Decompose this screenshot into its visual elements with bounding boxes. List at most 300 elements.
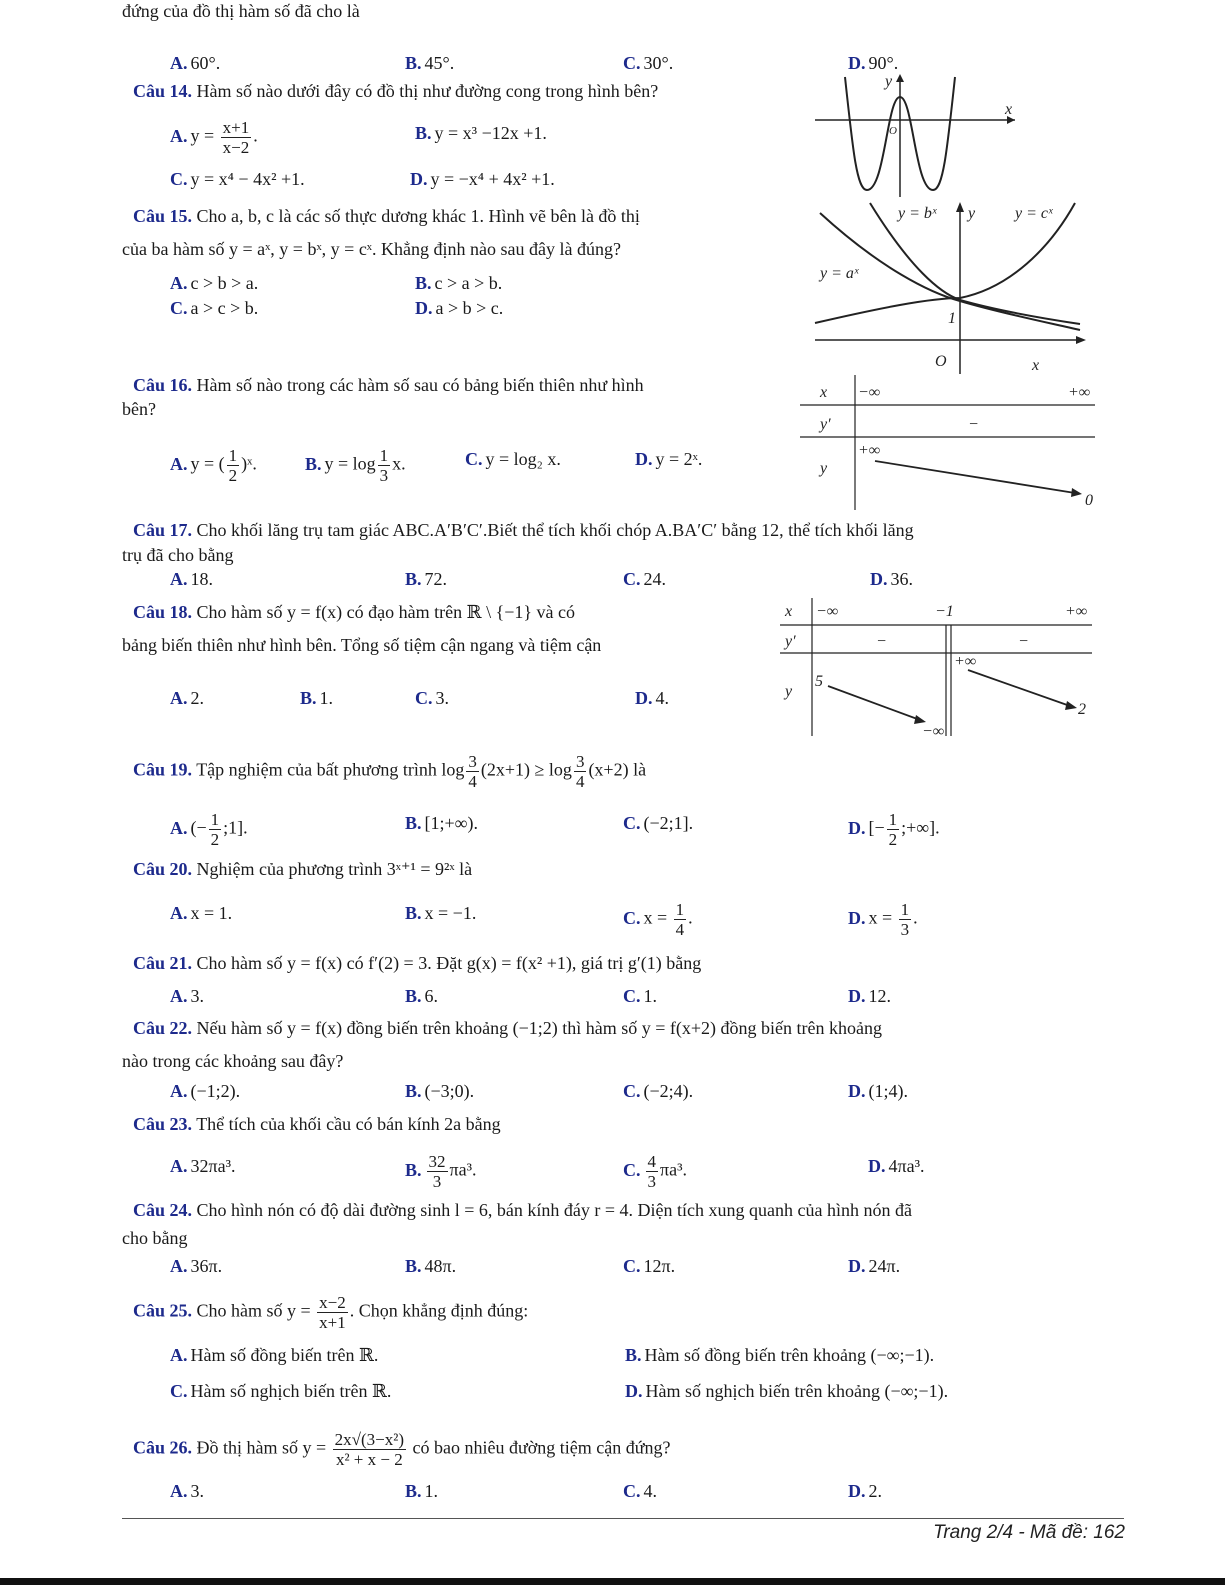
answer-option-d[interactable] xyxy=(848,985,891,1007)
text-segment: y = x⁴ − 4x² +1. xyxy=(190,169,305,189)
text-segment: a > b > c. xyxy=(435,298,504,318)
answer-option-d[interactable] xyxy=(848,900,918,939)
answer-option-a[interactable] xyxy=(170,810,248,849)
option-letter: A. xyxy=(170,903,188,923)
text-segment: Cho hình nón có độ dài đường sinh l = 6, bán kính đáy r = 4. Diện tích xung quanh của hình nón đã xyxy=(192,1200,912,1220)
text-segment: của ba hàm số y = aˣ, y = bˣ, y = cˣ. Khẳng định nào sau đây là đúng? xyxy=(122,239,621,259)
page-bottom-edge xyxy=(0,1578,1225,1585)
option-letter: B. xyxy=(405,903,422,923)
x-row-label: x xyxy=(785,603,793,620)
variation-table-16 xyxy=(800,375,1100,515)
answer-option-d[interactable] xyxy=(410,168,555,190)
graph-question-15 xyxy=(810,198,1095,378)
answer-option-d[interactable] xyxy=(848,1080,908,1102)
option-letter: B. xyxy=(405,986,422,1006)
question-stem-line xyxy=(133,1017,882,1039)
numerator: 32 xyxy=(428,1152,446,1171)
text-segment: (−2;1]. xyxy=(643,813,694,833)
text-segment: Hàm số nghịch biến trên ℝ. xyxy=(190,1381,392,1401)
option-letter: B. xyxy=(305,453,322,474)
x-neg-inf: −∞ xyxy=(816,603,839,620)
numerator: 1 xyxy=(228,446,238,465)
y-value-5: 5 xyxy=(815,673,823,690)
numerator: x−2 xyxy=(319,1293,346,1312)
text-segment: 1. xyxy=(319,688,334,708)
footer-divider xyxy=(122,1518,1124,1519)
graph-question-14 xyxy=(805,72,1025,200)
text-segment: 2. xyxy=(190,688,204,708)
y-value-neg-inf: −∞ xyxy=(922,723,945,738)
y-row-label: y xyxy=(820,460,828,477)
text-segment: Hàm số nghịch biến trên khoảng (−∞;−1). xyxy=(645,1381,949,1401)
option-letter: D. xyxy=(848,53,866,73)
denominator: 4 xyxy=(468,772,477,791)
answer-option-d[interactable] xyxy=(870,568,913,590)
text-segment: (1;4). xyxy=(868,1081,908,1101)
answer-option-a[interactable] xyxy=(170,1344,378,1366)
text-segment: Đồ thị hàm số y = xyxy=(192,1437,331,1458)
text-segment: y = −x⁴ + 4x² +1. xyxy=(430,169,555,189)
option-letter: D. xyxy=(870,569,888,589)
text-segment: 72. xyxy=(424,569,448,589)
fraction xyxy=(574,752,587,791)
answer-option-b[interactable] xyxy=(405,1480,438,1502)
answer-option-a[interactable] xyxy=(170,446,257,485)
text-segment: πa³. xyxy=(449,1159,477,1180)
text-segment: có bao nhiêu đường tiệm cận đứng? xyxy=(408,1437,671,1458)
option-letter: D. xyxy=(635,688,653,708)
text-segment: bảng biến thiên như hình bên. Tổng số tiệm cận ngang và tiệm cận xyxy=(122,635,602,655)
question-stem-line xyxy=(133,1113,501,1135)
answer-option-d[interactable] xyxy=(635,687,669,709)
text-segment: 24π. xyxy=(868,1256,901,1276)
denominator: 2 xyxy=(888,830,898,849)
text-segment: . xyxy=(688,907,693,928)
question-number: Câu 25. xyxy=(133,1300,193,1321)
answer-option-c[interactable] xyxy=(623,812,693,834)
origin-label: O xyxy=(935,353,947,370)
option-letter: B. xyxy=(415,273,432,293)
option-letter: A. xyxy=(170,688,188,708)
answer-option-a[interactable] xyxy=(170,272,258,294)
option-letter: B. xyxy=(625,1345,642,1365)
denominator: x² + x − 2 xyxy=(335,1450,403,1469)
option-letter: D. xyxy=(848,817,866,838)
answer-option-b[interactable] xyxy=(405,568,447,590)
denominator: x+1 xyxy=(319,1313,346,1332)
option-letter: C. xyxy=(170,1381,188,1401)
option-letter: C. xyxy=(465,449,483,469)
text-segment: y = x³ −12x +1. xyxy=(434,123,547,143)
answer-option-b[interactable] xyxy=(305,446,406,485)
denominator: 2 xyxy=(210,830,220,849)
option-letter: C. xyxy=(623,907,641,928)
y-value-pos-inf: +∞ xyxy=(954,653,977,670)
page-footer: Trang 2/4 - Mã đề: 162 xyxy=(933,1522,1125,1543)
answer-option-b[interactable] xyxy=(625,1344,934,1366)
text-segment: Cho hàm số y = f(x) có f′(2) = 3. Đặt g(x) = f(x² +1), giá trị g′(1) bằng xyxy=(192,953,702,973)
text-segment: 2. xyxy=(868,1481,882,1501)
answer-option-a[interactable] xyxy=(170,568,213,590)
option-letter: A. xyxy=(170,273,188,293)
text-segment: y = xyxy=(190,125,219,146)
answer-option-a[interactable] xyxy=(170,1080,240,1102)
question-number: Câu 18. xyxy=(133,602,193,622)
numerator: 3 xyxy=(468,752,477,771)
fraction xyxy=(646,1152,659,1191)
option-letter: C. xyxy=(170,298,188,318)
fraction xyxy=(899,900,912,939)
origin-label: O xyxy=(889,125,897,137)
text-segment: Hàm số đồng biến trên khoảng (−∞;−1). xyxy=(644,1345,935,1365)
question-number: Câu 19. xyxy=(133,759,193,780)
question-stem-line xyxy=(122,634,601,656)
question-number: Câu 22. xyxy=(133,1018,193,1038)
option-letter: B. xyxy=(405,53,422,73)
y-top-value: +∞ xyxy=(858,442,881,459)
option-letter: A. xyxy=(170,453,188,474)
fraction xyxy=(317,1293,348,1332)
answer-option-a[interactable] xyxy=(170,687,204,709)
text-segment: πa³. xyxy=(660,1159,687,1180)
curve-label-a: y = aˣ xyxy=(820,265,859,282)
text-segment: 30°. xyxy=(643,53,674,73)
x-pos-inf: +∞ xyxy=(1065,603,1088,620)
fraction xyxy=(466,752,479,791)
answer-option-c[interactable] xyxy=(623,1080,693,1102)
numerator: 1 xyxy=(900,900,910,919)
answer-option-d[interactable] xyxy=(415,297,503,319)
text-segment: y = ( xyxy=(190,453,225,474)
question-number: Câu 17. xyxy=(133,520,193,540)
text-segment: (−1;2). xyxy=(190,1081,241,1101)
option-letter: D. xyxy=(848,1256,866,1276)
one-label: 1 xyxy=(948,310,956,327)
text-segment: (x+2) là xyxy=(588,759,647,780)
answer-option-b[interactable] xyxy=(405,1080,474,1102)
numerator: 1 xyxy=(888,810,898,829)
x-minus-one: −1 xyxy=(935,603,954,620)
option-letter: B. xyxy=(405,1159,422,1180)
derivative-sign-left: − xyxy=(876,633,887,650)
question-number: Câu 14. xyxy=(133,81,193,101)
question-stem-line xyxy=(122,238,621,260)
x-pos-inf: +∞ xyxy=(1068,384,1091,401)
option-letter: B. xyxy=(415,123,432,143)
question-stem-line xyxy=(133,374,644,396)
text-segment: 60°. xyxy=(190,53,221,73)
answer-option-b[interactable] xyxy=(300,687,333,709)
question-number: Câu 24. xyxy=(133,1200,193,1220)
text-segment: (−2;4). xyxy=(643,1081,694,1101)
answer-option-c[interactable] xyxy=(623,568,666,590)
answer-option-b[interactable] xyxy=(405,1255,456,1277)
text-segment: cho bằng xyxy=(122,1228,188,1248)
text-segment: Cho hàm số y = f(x) có đạo hàm trên ℝ \ {−1} và có xyxy=(192,602,575,622)
text-segment: 90°. xyxy=(868,53,899,73)
question-number: Câu 21. xyxy=(133,953,193,973)
text-segment: 36π. xyxy=(190,1256,223,1276)
text-segment: [− xyxy=(868,817,885,838)
text-segment: (2x+1) ≥ log xyxy=(480,759,572,780)
text-segment: nào trong các khoảng sau đây? xyxy=(122,1051,344,1071)
numerator: 1 xyxy=(379,446,389,465)
answer-option-c[interactable] xyxy=(623,52,673,74)
answer-option-a[interactable] xyxy=(170,1480,204,1502)
numerator: 4 xyxy=(647,1152,656,1171)
answer-option-d[interactable] xyxy=(625,1380,948,1402)
text-segment: Nghiệm của phương trình 3ˣ⁺¹ = 9²ˣ là xyxy=(192,859,473,879)
question-stem-line xyxy=(133,1199,912,1221)
option-letter: B. xyxy=(405,1081,422,1101)
answer-option-c[interactable] xyxy=(170,168,305,190)
answer-option-a[interactable] xyxy=(170,985,204,1007)
answer-option-a[interactable] xyxy=(170,902,232,924)
answer-option-b[interactable] xyxy=(415,122,547,144)
answer-option-a[interactable] xyxy=(170,52,220,74)
text-segment: Thể tích của khối cầu có bán kính 2a bằng xyxy=(192,1114,501,1134)
text-segment: 6. xyxy=(424,986,439,1006)
question-number: Câu 20. xyxy=(133,859,193,879)
text-segment: trụ đã cho bằng xyxy=(122,545,234,565)
option-letter: B. xyxy=(300,688,317,708)
text-segment: . xyxy=(253,125,258,146)
option-letter: A. xyxy=(170,1256,188,1276)
question-stem-line xyxy=(133,1293,528,1332)
question-stem-line xyxy=(133,858,472,880)
option-letter: D. xyxy=(848,986,866,1006)
question-number: Câu 23. xyxy=(133,1114,193,1134)
option-letter: D. xyxy=(635,449,653,469)
x-neg-inf: −∞ xyxy=(858,384,881,401)
denominator: 4 xyxy=(575,772,585,791)
answer-option-c[interactable] xyxy=(415,687,449,709)
text-segment: 24. xyxy=(643,569,666,589)
text-segment: Cho khối lăng trụ tam giác ABC.A′B′C′.Biết thể tích khối chóp A.BA′C′ bằng 12, thể tích khối lăng xyxy=(192,520,914,540)
y-axis-label: y xyxy=(968,205,976,222)
text-segment: Hàm số nào trong các hàm số sau có bảng biến thiên như hình xyxy=(192,375,644,395)
y-axis-label: y xyxy=(885,73,893,90)
option-letter: C. xyxy=(170,169,188,189)
answer-option-c[interactable] xyxy=(623,1255,675,1277)
yprime-row-label: y′ xyxy=(785,633,796,650)
text-segment: 45°. xyxy=(424,53,455,73)
denominator: 2 xyxy=(228,466,238,485)
answer-option-c[interactable] xyxy=(623,1480,657,1502)
option-letter: C. xyxy=(623,1481,641,1501)
numerator: 1 xyxy=(675,900,685,919)
text-segment: Hàm số đồng biến trên ℝ. xyxy=(190,1345,379,1365)
question-stem-line xyxy=(122,1227,187,1249)
text-segment: [1;+∞). xyxy=(424,813,478,833)
text-segment: ;1]. xyxy=(223,817,248,838)
curve-label-c: y = cˣ xyxy=(1015,205,1053,222)
text-segment: 4. xyxy=(655,688,669,708)
option-letter: B. xyxy=(405,569,422,589)
text-segment: 1. xyxy=(643,986,657,1006)
answer-option-b[interactable] xyxy=(405,52,454,74)
derivative-sign: − xyxy=(968,416,979,433)
text-segment: 48π. xyxy=(424,1256,457,1276)
option-letter: A. xyxy=(170,569,188,589)
numerator: 3 xyxy=(575,752,585,771)
answer-option-d[interactable] xyxy=(848,810,940,849)
text-segment: 12. xyxy=(868,986,891,1006)
x-axis-label: x xyxy=(1005,101,1013,118)
option-letter: A. xyxy=(170,1481,188,1501)
question-stem-line xyxy=(122,1050,343,1072)
text-segment: . Chọn khẳng định đúng: xyxy=(349,1300,529,1321)
question-stem-line xyxy=(133,80,658,102)
denominator: 3 xyxy=(647,1172,656,1191)
option-letter: D. xyxy=(848,1081,866,1101)
question-stem-line xyxy=(133,601,575,623)
text-segment: x = xyxy=(868,907,897,928)
answer-option-c[interactable] xyxy=(170,297,258,319)
question-stem-line xyxy=(133,205,640,227)
option-letter: A. xyxy=(170,986,188,1006)
answer-option-c[interactable] xyxy=(465,448,561,470)
text-segment: Hàm số nào dưới đây có đồ thị như đường cong trong hình bên? xyxy=(192,81,659,101)
text-segment: (− xyxy=(190,817,207,838)
text-segment: 3. xyxy=(190,986,204,1006)
option-letter: C. xyxy=(623,1159,641,1180)
text-segment: y = 2ˣ. xyxy=(655,449,703,469)
option-letter: C. xyxy=(623,1081,641,1101)
question-number: Câu 15. xyxy=(133,206,193,226)
option-letter: D. xyxy=(848,907,866,928)
text-segment: x = −1. xyxy=(424,903,477,923)
answer-option-a[interactable] xyxy=(170,1255,222,1277)
denominator: 3 xyxy=(432,1172,442,1191)
text-segment: ;+∞]. xyxy=(901,817,940,838)
answer-option-d[interactable] xyxy=(848,52,898,74)
answer-option-b[interactable] xyxy=(405,902,476,924)
curve-label-b: y = bˣ xyxy=(898,205,937,222)
answer-option-d[interactable] xyxy=(848,1255,900,1277)
question-stem-line xyxy=(122,398,156,420)
question-number: Câu 26. xyxy=(133,1437,193,1458)
y-bottom-value: 0 xyxy=(1085,492,1093,509)
numerator: 2x√(3−x²) xyxy=(334,1430,405,1449)
fraction xyxy=(378,446,391,485)
answer-option-d[interactable] xyxy=(868,1155,924,1177)
text-segment: 4. xyxy=(643,1481,657,1501)
numerator: 1 xyxy=(210,810,220,829)
answer-option-a[interactable] xyxy=(170,118,258,157)
option-letter: D. xyxy=(415,298,433,318)
option-letter: C. xyxy=(623,986,641,1006)
text-segment: Tập nghiệm của bất phương trình log xyxy=(192,759,465,780)
fraction xyxy=(221,118,252,157)
answer-option-a[interactable] xyxy=(170,1155,235,1177)
numerator: x+1 xyxy=(222,118,250,137)
answer-option-c[interactable] xyxy=(623,1152,687,1191)
text-segment: y = log₂ x. xyxy=(485,449,561,469)
answer-option-d[interactable] xyxy=(635,448,702,470)
text-segment: a > c > b. xyxy=(190,298,259,318)
question-stem-line xyxy=(133,1430,670,1469)
answer-option-d[interactable] xyxy=(848,1480,882,1502)
fraction xyxy=(887,810,900,849)
option-letter: B. xyxy=(405,1256,422,1276)
fraction xyxy=(427,1152,448,1191)
option-letter: C. xyxy=(623,1256,641,1276)
question-stem-line xyxy=(122,0,360,22)
option-letter: A. xyxy=(170,125,188,146)
option-letter: C. xyxy=(623,569,641,589)
text-segment: c > b > a. xyxy=(190,273,259,293)
text-segment: 3. xyxy=(435,688,449,708)
answer-option-c[interactable] xyxy=(623,900,693,939)
option-letter: A. xyxy=(170,817,188,838)
question-stem-line xyxy=(133,952,701,974)
option-letter: D. xyxy=(410,169,428,189)
denominator: 3 xyxy=(900,920,910,939)
text-segment: đứng của đồ thị hàm số đã cho là xyxy=(122,1,360,21)
text-segment: Nếu hàm số y = f(x) đồng biến trên khoảng (−1;2) thì hàm số y = f(x+2) đồng biến trên khoảng xyxy=(192,1018,882,1038)
text-segment: 36. xyxy=(890,569,913,589)
question-stem-line xyxy=(133,752,646,791)
text-segment: 32πa³. xyxy=(190,1156,236,1176)
denominator: x−2 xyxy=(222,138,250,157)
option-letter: A. xyxy=(170,1081,188,1101)
text-segment: c > a > b. xyxy=(434,273,503,293)
fraction xyxy=(209,810,222,849)
fraction xyxy=(227,446,240,485)
answer-option-b[interactable] xyxy=(415,272,502,294)
text-segment: 3. xyxy=(190,1481,204,1501)
text-segment: x = 1. xyxy=(190,903,233,923)
option-letter: D. xyxy=(868,1156,886,1176)
option-letter: D. xyxy=(625,1381,643,1401)
option-letter: C. xyxy=(623,813,641,833)
option-letter: D. xyxy=(848,1481,866,1501)
fraction xyxy=(674,900,687,939)
option-letter: B. xyxy=(405,813,422,833)
answer-option-b[interactable] xyxy=(405,812,478,834)
fraction xyxy=(333,1430,406,1469)
option-letter: A. xyxy=(170,1156,188,1176)
answer-option-c[interactable] xyxy=(170,1380,391,1402)
option-letter: A. xyxy=(170,1345,188,1365)
x-axis-label: x xyxy=(1032,357,1040,374)
question-stem-line xyxy=(122,544,233,566)
denominator: 3 xyxy=(379,466,389,485)
yprime-row-label: y′ xyxy=(820,416,831,433)
option-letter: A. xyxy=(170,53,188,73)
text-segment: . xyxy=(913,907,918,928)
option-letter: C. xyxy=(623,53,641,73)
text-segment: )ˣ. xyxy=(241,453,257,474)
answer-option-b[interactable] xyxy=(405,1152,477,1191)
text-segment: Cho hàm số y = xyxy=(192,1300,316,1321)
text-segment: bên? xyxy=(122,399,156,419)
text-segment: 12π. xyxy=(643,1256,676,1276)
text-segment: 1. xyxy=(424,1481,439,1501)
question-stem-line xyxy=(133,519,914,541)
answer-option-c[interactable] xyxy=(623,985,657,1007)
answer-option-b[interactable] xyxy=(405,985,438,1007)
text-segment: x. xyxy=(392,453,406,474)
x-row-label: x xyxy=(820,384,828,401)
y-value-2: 2 xyxy=(1078,701,1086,718)
derivative-sign-right: − xyxy=(1018,633,1029,650)
text-segment: 4πa³. xyxy=(888,1156,925,1176)
question-number: Câu 16. xyxy=(133,375,193,395)
option-letter: B. xyxy=(405,1481,422,1501)
text-segment: x = xyxy=(643,907,672,928)
